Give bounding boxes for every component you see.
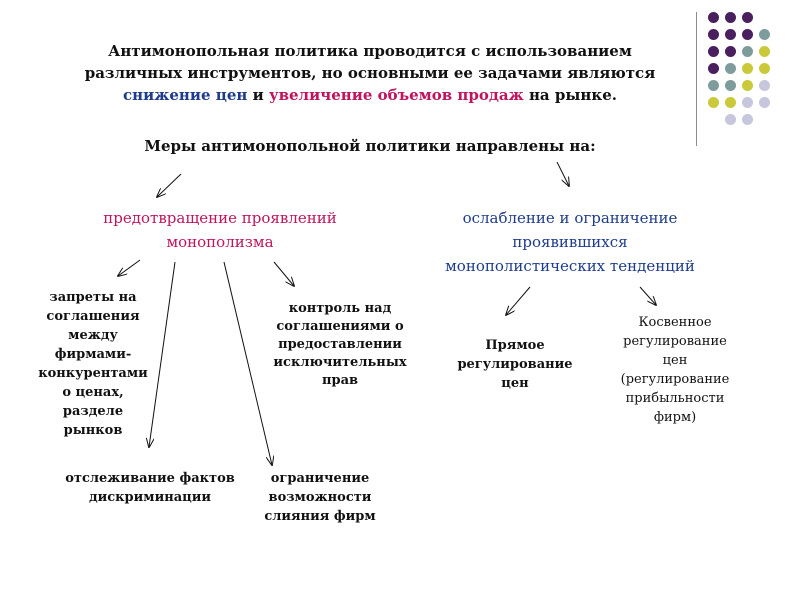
decor-dot (759, 80, 770, 91)
intro-conjunction: и (247, 86, 269, 104)
leaf-line: контроль над (288, 301, 392, 316)
decor-dot (708, 97, 719, 108)
leaf-line: цен (501, 376, 529, 391)
leaf-line: конкурентами (38, 366, 148, 381)
leaf-line: прибыльности (625, 391, 725, 406)
branch-prevention-line-1: предотвращение проявлений (103, 209, 337, 227)
leaf-line: прав (321, 373, 359, 388)
arrow-to-bans (118, 260, 140, 276)
decor-dot (742, 29, 753, 40)
leaf-line: фирм) (653, 410, 697, 425)
intro-line-1: Антимонопольная политика проводится с использованием (108, 42, 632, 60)
decor-dot (725, 12, 736, 23)
decor-dot (742, 63, 753, 74)
leaf-line: фирмами- (54, 347, 132, 362)
decor-dot (759, 29, 770, 40)
arrow-to-tracking (149, 262, 175, 447)
leaf-line: Прямое (485, 338, 545, 353)
decor-dot (708, 46, 719, 57)
branch-weakening-line-1: ослабление и ограничение (462, 209, 678, 227)
arrow-to-prevention (157, 174, 181, 197)
measures-heading: Меры антимонопольной политики направлены на: (144, 137, 596, 155)
arrow-to-indirect (640, 287, 656, 305)
decor-dot (725, 114, 736, 125)
decor-dot (708, 63, 719, 74)
leaf-line: отслеживание фактов (65, 471, 235, 486)
leaf-line: запреты на (49, 290, 137, 305)
decor-dot-grid (708, 12, 792, 136)
leaf-line: регулирование (623, 334, 727, 349)
leaf-line: разделе (62, 404, 124, 419)
leaf-line: предоставлении (278, 337, 402, 352)
leaf-line: соглашениями о (276, 319, 404, 334)
leaf-line: цен (662, 353, 688, 368)
leaf-line: соглашения (46, 309, 140, 324)
decor-dot (708, 29, 719, 40)
decor-dot (708, 12, 719, 23)
decor-vertical-line (696, 12, 697, 146)
arrow-to-weakening (557, 162, 569, 186)
decor-dot (725, 29, 736, 40)
decor-dot (759, 46, 770, 57)
arrow-to-merger-limits (224, 262, 272, 465)
branch-weakening-line-2: проявившихся (512, 233, 628, 251)
arrow-to-direct (506, 287, 530, 315)
leaf-line: ограничение (270, 471, 370, 486)
decor-dot (725, 63, 736, 74)
leaf-line: рынков (63, 423, 123, 438)
decor-dot (742, 46, 753, 57)
highlight-price-reduction: снижение цен (123, 86, 248, 104)
decor-dot (708, 80, 719, 91)
leaf-line: Косвенное (638, 315, 712, 330)
intro-line-2: различных инструментов, но основными ее задачами являются (84, 64, 656, 82)
leaf-line: исключительных (273, 355, 407, 370)
leaf-line: о ценах, (62, 385, 124, 400)
decor-dot (759, 63, 770, 74)
decor-dot (742, 97, 753, 108)
decor-dot (742, 80, 753, 91)
decor-dot (759, 97, 770, 108)
decor-dot (725, 97, 736, 108)
decor-dot (725, 80, 736, 91)
highlight-sales-increase: увеличение объемов продаж (268, 86, 524, 104)
leaf-line: (регулирование (620, 372, 730, 387)
leaf-line: между (68, 328, 118, 343)
leaf-line: возможности (268, 490, 372, 505)
decor-dot (742, 114, 753, 125)
branch-weakening-line-3: монополистических тенденций (445, 257, 695, 275)
intro-ending: на рынке. (523, 86, 617, 104)
branch-prevention-line-2: монополизма (166, 233, 274, 251)
decor-dot (725, 46, 736, 57)
leaf-line: дискриминации (88, 490, 212, 505)
leaf-line: регулирование (457, 357, 573, 372)
arrow-to-control (274, 262, 294, 286)
leaf-line: слияния фирм (264, 509, 376, 524)
decor-dot (742, 12, 753, 23)
